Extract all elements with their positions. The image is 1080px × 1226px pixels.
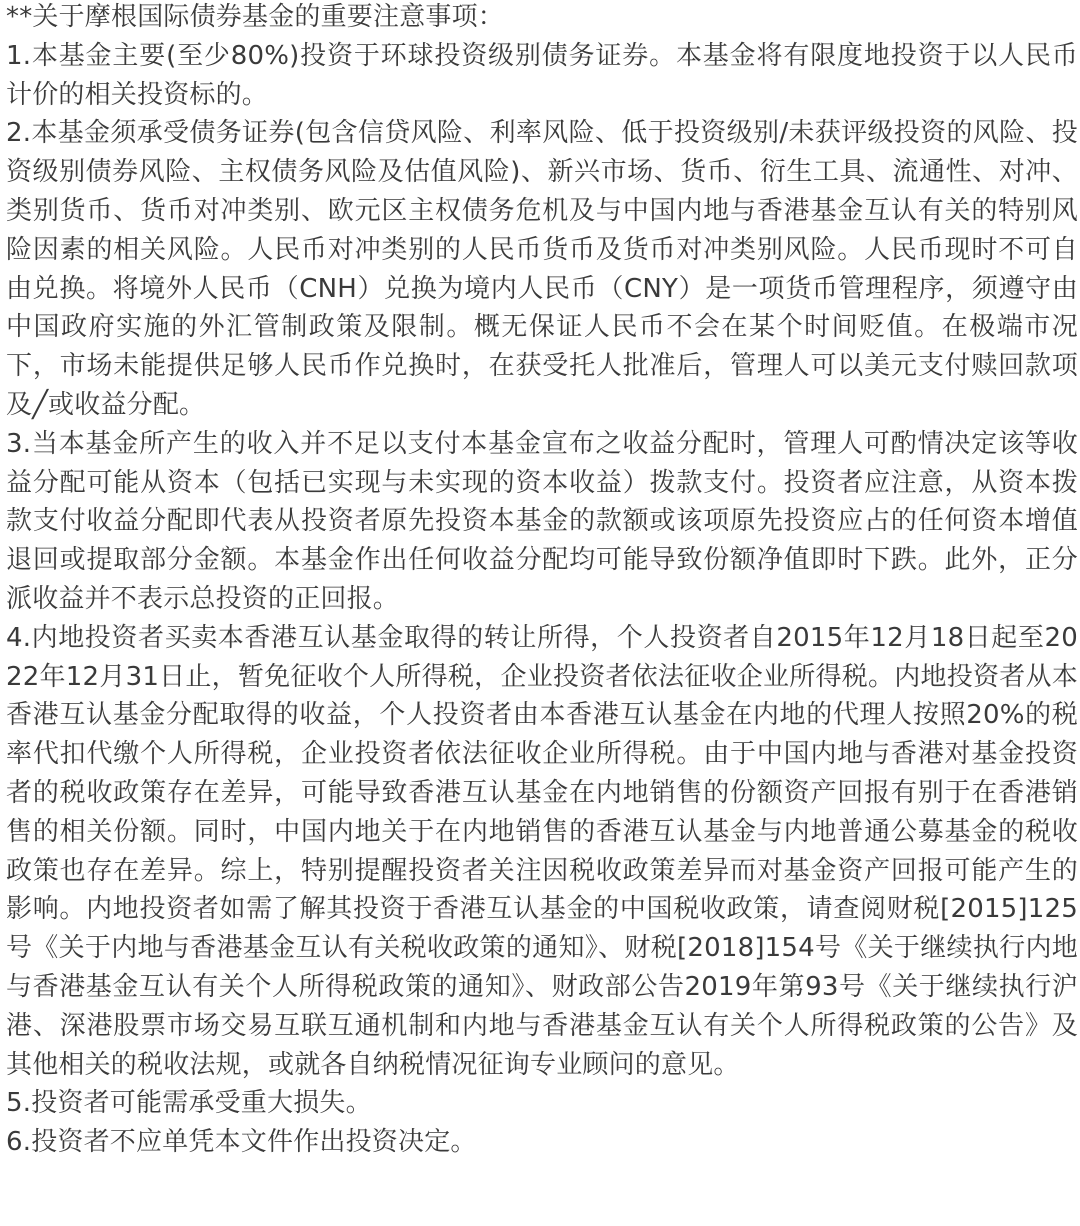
notice-item-3: 3.当本基金所产生的收入并不足以支付本基金宣布之收益分配时，管理人可酌情决定该等收益分配可能从资本（包括已实现与未实现的资本收益）拨款支付。投资者应注意，从资本拨款支付收益分配即代表从投资者原先投资本基金的款额或该项原先投资应占的任何资本增值退回或提取部分金额。本基金作出任何收益分配均可能导致份额净值即时下跌。此外，正分派收益并不表示总投资的正回报。 xyxy=(6,428,1078,614)
notice-item-6: 6.投资者不应单凭本文件作出投资决定。 xyxy=(6,1127,477,1158)
notice-item-4: 4.内地投资者买卖本香港互认基金取得的转让所得，个人投资者自2015年12月18日起至2022年12月31日止，暂免征收个人所得税，企业投资者依法征收企业所得税。内地投资者从本香港互认基金分配取得的收益，个人投资者由本香港互认基金在内地的代理人按照20%的税率代扣代缴个人所得税，企业投资者依法征收企业所得税。由于中国内地与香港对基金投资者的税收政策存在差异，可能导致香港互认基金在内地销售的份额资产回报有别于在香港销售的相关份额。同时，中国内地关于在内地销售的香港互认基金与内地普通公募基金的税收政策也存在差异。综上，特别提醒投资者关注因税收政策差异而对基金资产回报可能产生的影响。内地投资者如需了解其投资于香港互认基金的中国税收政策，请查阅财税[2015]125号《关于内地与香港基金互认有关税收政策的通知》、财税[2018]154号《关于继续执行内地与香港基金互认有关个人所得税政策的通知》、财政部公告2019年第93号《关于继续执行沪港、深港股票市场交易互联互通机制和内地与香港基金互认有关个人所得税政策的公告》及其他相关的税收法规，或就各自纳税情况征询专业顾问的意见。 xyxy=(6,622,1078,1080)
notice-item-5: 5.投资者可能需承受重大损失。 xyxy=(6,1088,372,1119)
notice-item-2: 2.本基金须承受债务证券(包含信贷风险、利率风险、低于投资级别/未获评级投资的风险、投资级别债券风险、主权债务风险及估值风险)、新兴市场、货币、衍生工具、流通性、对冲、类别货币、货币对冲类别、欧元区主权债务危机及与中国内地与香港基金互认有关的特别风险因素的相关风险。人民币对冲类别的人民币货币及货币对冲类别风险。人民币现时不可自由兑换。将境外人民币（CNH）兑换为境内人民币（CNY）是一项货币管理程序，须遵守由中国政府实施的外汇管制政策及限制。概无保证人民币不会在某个时间贬值。在极端市况下，市场未能提供足够人民币作兑换时，在获受托人批准后，管理人可以美元支付赎回款项及╱或收益分配。 xyxy=(6,118,1078,420)
notice-item-1: 1.本基金主要(至少80%)投资于环球投资级别债务证券。本基金将有限度地投资于以人民币计价的相关投资标的。 xyxy=(6,40,1078,110)
notice-title: **关于摩根国际债券基金的重要注意事项： xyxy=(6,2,505,32)
